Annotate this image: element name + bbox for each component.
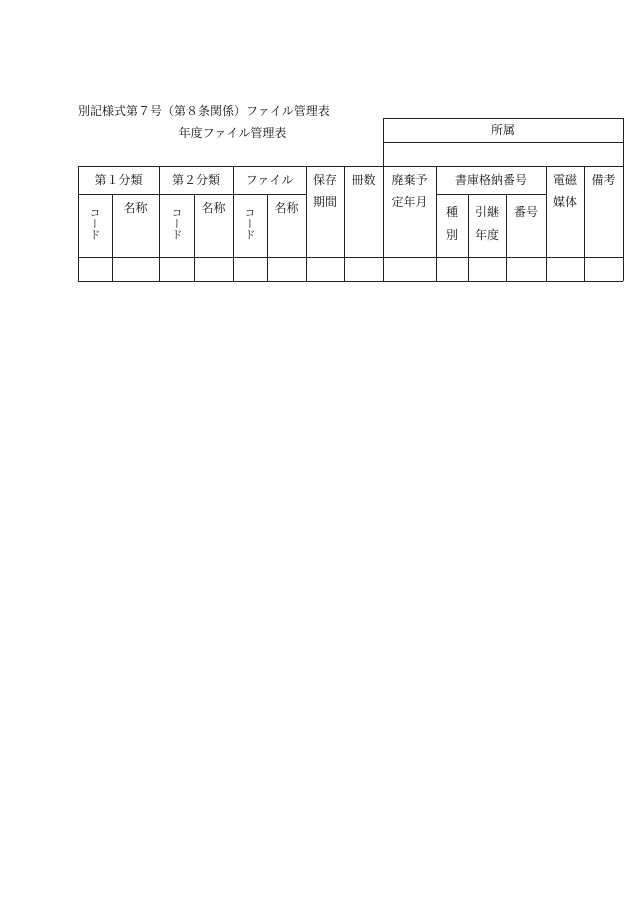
table-line — [78, 281, 623, 282]
disposal-header: 定年月 — [391, 195, 428, 209]
table-line — [383, 142, 623, 143]
remarks-header: 備考 — [591, 173, 616, 187]
number-subheader: 番号 — [513, 205, 538, 219]
storage-number-header: 書庫格納番号 — [454, 173, 527, 187]
name-subheader: 名称 — [274, 201, 299, 215]
table-row — [78, 257, 623, 281]
retention-header: 保存 — [312, 173, 337, 187]
electronic-media-header: 媒体 — [552, 195, 577, 209]
code-subheader: コード — [88, 207, 101, 240]
electronic-media-header: 電磁 — [552, 173, 577, 187]
table-line — [623, 118, 624, 281]
affiliation-label: 所属 — [490, 123, 515, 137]
retention-header: 期間 — [312, 195, 337, 209]
name-subheader: 名称 — [201, 201, 226, 215]
disposal-header: 廃棄予 — [391, 173, 428, 187]
kind-subheader: 別 — [445, 228, 458, 242]
code-subheader: コード — [170, 207, 183, 240]
code-subheader: コード — [243, 207, 256, 240]
volumes-header: 冊数 — [351, 173, 376, 187]
table-title: 年度ファイル管理表 — [178, 126, 287, 140]
transfer-year-subheader: 引継 — [474, 205, 499, 219]
kind-subheader: 種 — [445, 205, 458, 219]
class2-header: 第２分類 — [171, 173, 220, 187]
name-subheader: 名称 — [123, 201, 148, 215]
table-line — [436, 194, 546, 195]
file-header: ファイル — [245, 173, 294, 187]
table-line — [383, 118, 623, 119]
transfer-year-subheader: 年度 — [474, 228, 499, 242]
form-label: 別記様式第７号（第８条関係）ファイル管理表 — [78, 104, 330, 118]
class1-header: 第１分類 — [94, 173, 143, 187]
